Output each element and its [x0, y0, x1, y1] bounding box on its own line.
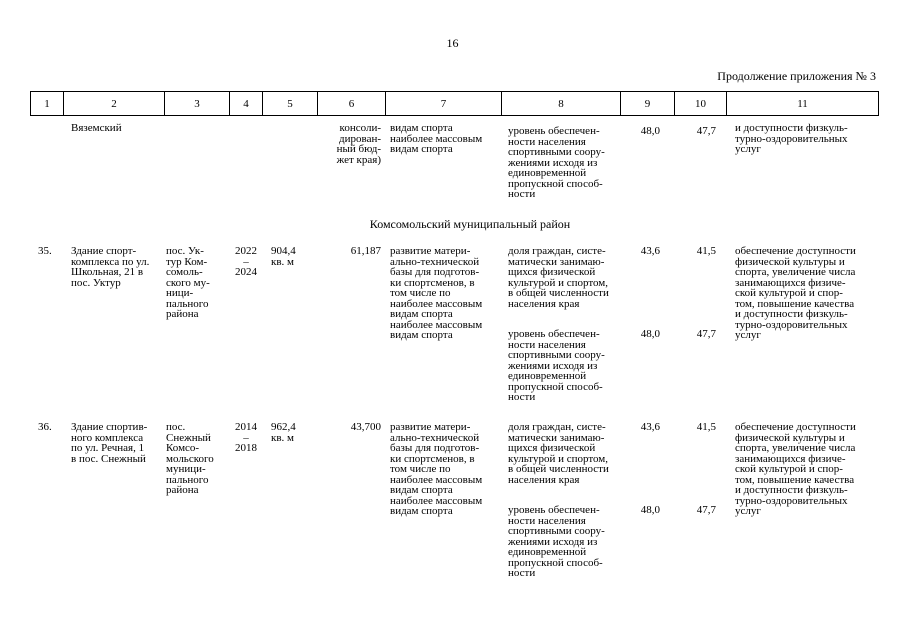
column-number-cell: 9	[621, 92, 675, 116]
indicator-facility-capacity-value-2022: 48,0	[640, 328, 660, 340]
object-cost: 43,700	[350, 421, 381, 433]
direction-text: развитие матери- ально-технической базы для подготов- ки спортсменов, в том числе по наиболее массовым видам спорта наиболее массовым видам спорта	[390, 245, 483, 341]
column-number-cell: 1	[31, 92, 64, 116]
construction-period: 2014 – 2018	[235, 421, 257, 454]
indicator-sport-share-value-2022: 43,6	[640, 421, 660, 433]
continuation-note: Продолжение приложения № 3	[717, 69, 876, 83]
direction-text: развитие матери- ально-технической базы для подготов- ки спортсменов, в том числе по наиболее массовым видам спорта наиболее массовым видам спорта	[390, 421, 483, 517]
indicator-facility-capacity: уровень обеспечен- ности населения спортивными соору- жениями исходя из единовременной пропускной способ- ности	[508, 328, 605, 403]
column-number-cell: 10	[675, 92, 727, 116]
expected-result: обеспечение доступности физической культуры и спорта, увеличение числа занимающихся физиче- ской культурой и спор- том, повышение качества и доступности физкуль- турно-оздоровительных услуг	[735, 421, 856, 517]
column-number-cell: 5	[263, 92, 318, 116]
column-number-cell: 6	[318, 92, 386, 116]
carry-value-2025: 47,7	[696, 125, 716, 137]
expected-result: обеспечение доступности физической культуры и спорта, увеличение числа занимающихся физиче- ской культурой и спор- том, повышение качества и доступности физкуль- турно-оздоровительных услуг	[735, 245, 856, 341]
column-number-cell: 8	[502, 92, 621, 116]
row-number: 35.	[38, 245, 52, 257]
row-number: 36.	[38, 421, 52, 433]
page-number: 16	[446, 36, 459, 50]
carry-funding-source: консоли- дирован- ный бюд- жет края)	[336, 122, 381, 166]
district-heading: Комсомольский муниципальный район	[369, 217, 571, 231]
indicator-facility-capacity: уровень обеспечен- ности населения спортивными соору- жениями исходя из единовременной пропускной способ- ности	[508, 504, 605, 579]
column-number-cell: 11	[727, 92, 879, 116]
object-name: Здание спорт- комплекса по ул. Школьная, 21 в пос. Уктур	[71, 245, 150, 289]
carry-indicator: уровень обеспечен- ности населения спортивными соору- жениями исходя из единовременной пропускной способ- ности	[508, 125, 605, 200]
carry-object-name: Вяземский	[71, 122, 122, 134]
indicator-sport-share-value-2025: 41,5	[696, 421, 716, 433]
object-capacity: 962,4 кв. м	[271, 421, 296, 444]
object-location: пос. Снежный Комсо- мольского муници- пального района	[166, 421, 214, 496]
carry-value-2022: 48,0	[640, 125, 660, 137]
carry-direction: видам спорта наиболее массовым видам спорта	[390, 122, 483, 155]
column-number-cell: 3	[165, 92, 230, 116]
column-number-cell: 7	[386, 92, 502, 116]
indicator-facility-capacity-value-2022: 48,0	[640, 504, 660, 516]
indicator-facility-capacity-value-2025: 47,7	[696, 504, 716, 516]
object-cost: 61,187	[350, 245, 381, 257]
carry-expected-result: и доступности физкуль- турно-оздоровительных услуг	[735, 122, 848, 155]
indicator-facility-capacity-value-2025: 47,7	[696, 328, 716, 340]
object-name: Здание спортив- ного комплекса по ул. Речная, 1 в пос. Снежный	[71, 421, 148, 465]
column-number-cell: 4	[230, 92, 263, 116]
object-location: пос. Ук- тур Ком- сомоль- ского му- ници- пального района	[166, 245, 210, 320]
indicator-sport-share-value-2025: 41,5	[696, 245, 716, 257]
indicator-sport-share-value-2022: 43,6	[640, 245, 660, 257]
column-number-header	[30, 91, 879, 116]
indicator-sport-share: доля граждан, систе- матически занимаю- щихся физической культурой и спортом, в общей численности населения края	[508, 245, 609, 310]
indicator-sport-share: доля граждан, систе- матически занимаю- щихся физической культурой и спортом, в общей численности населения края	[508, 421, 609, 486]
object-capacity: 904,4 кв. м	[271, 245, 296, 268]
column-number-cell: 2	[64, 92, 165, 116]
construction-period: 2022 – 2024	[235, 245, 257, 278]
